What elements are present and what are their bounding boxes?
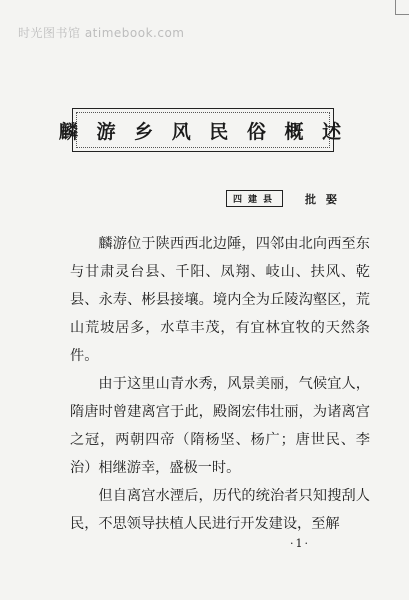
- article-body: [70, 230, 370, 538]
- paragraph-2: 由于这里山青水秀，风景美丽，气候宜人，隋唐时曾建离宫于此，殿阁宏伟壮丽，为诸离宫之冠，两朝四帝（隋杨坚、杨广；唐世民、李治）相继游幸，盛极一时。: [70, 376, 370, 476]
- byline: [226, 190, 340, 207]
- page-number: ·1·: [290, 537, 310, 550]
- paragraph-3: 但自离宫水湮后，历代的统治者只知搜刮人民，不思领导扶植人民进行开发建设，至解: [70, 488, 370, 532]
- title-frame: [58, 108, 348, 152]
- byline-section: 四建县: [226, 190, 283, 207]
- paragraph-1: 麟游位于陕西西北边陲，四邻由北向西至东与甘肃灵台县、千阳、凤翔、岐山、扶风、乾县、永寿、彬县接壤。境内全为丘陵沟壑区，荒山荒坡居多，水草丰茂，有宜林宜牧的天然条件。: [70, 236, 370, 364]
- article-title: 麟 游 乡 风 民 俗 概 述: [58, 120, 348, 143]
- watermark: 时光图书馆 atimebook.com: [18, 26, 185, 40]
- corner-mark: [395, 0, 409, 15]
- byline-author: 批 娶: [305, 192, 340, 206]
